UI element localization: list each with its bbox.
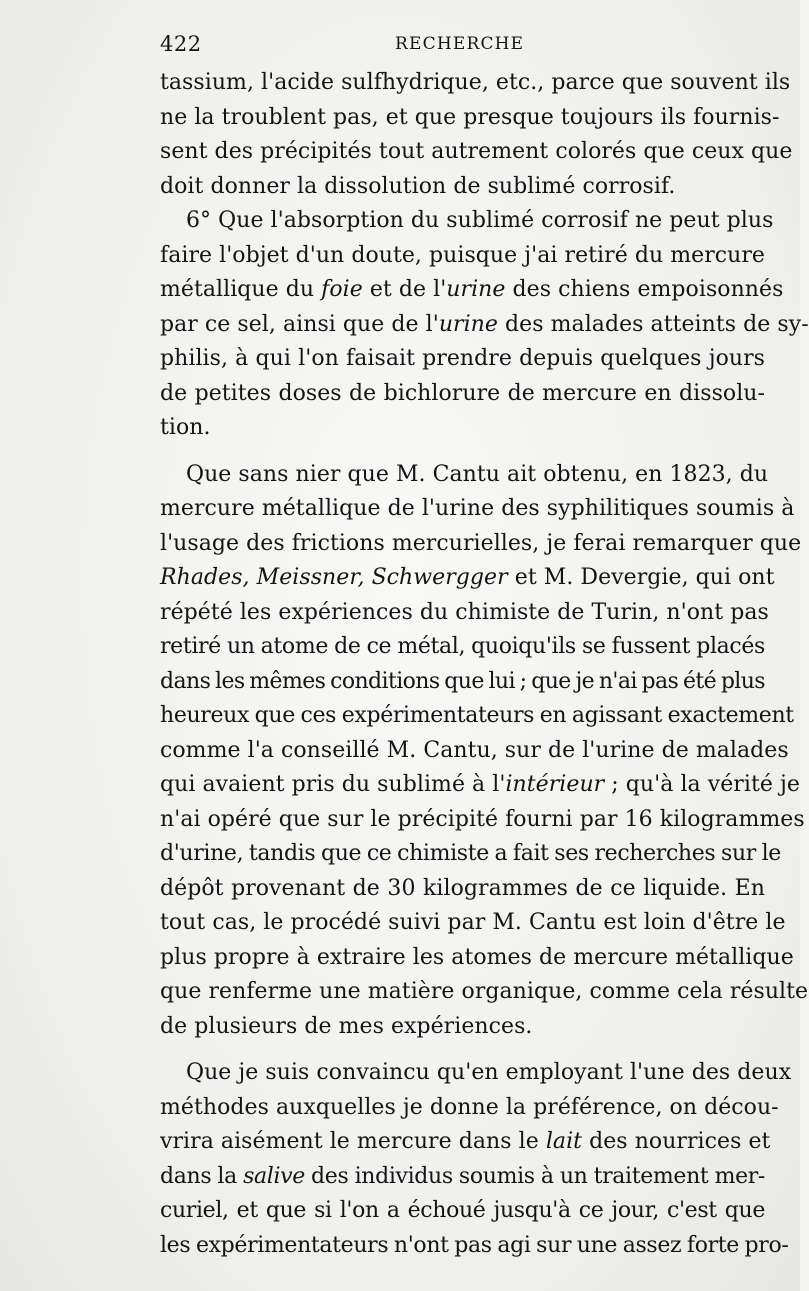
text-line — [160, 101, 780, 136]
text-segment: tassium, l'acide sulfhydrique, etc., parce que souvent ils — [160, 70, 791, 95]
text-line — [160, 308, 809, 343]
page-header — [0, 28, 800, 64]
text-segment: faire l'objet d'un doute, puisque j'ai retiré du mercure — [160, 242, 765, 268]
text-segment: des nourrices et — [582, 1129, 771, 1154]
text-line — [160, 1091, 779, 1126]
running-head: RECHERCHE — [395, 34, 525, 54]
text-segment: des malades atteints de sy- — [497, 311, 809, 337]
text-segment: philis, à qui l'on faisait prendre depuis quelques jours — [160, 346, 765, 371]
italic-text: urine — [438, 311, 498, 337]
text-line — [160, 1010, 765, 1045]
text-segment: retiré un atome de ce métal, quoiqu'ils se fussent placés — [160, 634, 765, 659]
italic-text: intérieur — [505, 772, 605, 797]
text-segment: sent des précipités tout autrement colorés que ceux que — [160, 139, 793, 164]
italic-text: urine — [446, 277, 506, 302]
page-number: 422 — [160, 32, 202, 56]
text-line — [160, 170, 765, 205]
text-segment: des chiens empoisonnés — [505, 277, 784, 302]
text-line — [160, 1194, 765, 1229]
text-line — [160, 734, 789, 769]
text-segment: par ce sel, ainsi que de l' — [160, 311, 439, 337]
text-segment: vrira aisément le mercure dans le — [160, 1129, 546, 1154]
text-segment: tout cas, le procédé suivi par M. Cantu est loin d'être le — [160, 910, 786, 935]
text-line — [160, 342, 765, 377]
text-line — [160, 411, 765, 446]
text-segment: les expérimentateurs n'ont pas agi sur une assez forte pro- — [160, 1232, 789, 1258]
text-line — [160, 239, 765, 274]
italic-text: salive — [243, 1163, 305, 1189]
text-segment: ne la troublent pas, et que presque toujours ils fournis- — [160, 104, 780, 130]
text-segment: que renferme une matière organique, comme cela résulte — [160, 979, 809, 1004]
text-line — [160, 1056, 792, 1091]
text-line — [160, 872, 765, 907]
text-line — [160, 273, 784, 308]
text-segment: des individus soumis à un traitement mer- — [304, 1163, 765, 1189]
text-line — [160, 135, 793, 170]
text-line — [160, 596, 769, 631]
text-segment: dans la — [160, 1163, 244, 1189]
text-segment: métallique du — [160, 277, 322, 302]
text-segment: curiel, et que si l'on a échoué jusqu'à ce jour, c'est que — [160, 1198, 765, 1223]
text-segment: dépôt provenant de 30 kilogrammes de ce liquide. En — [160, 875, 765, 901]
text-segment: ; qu'à la vérité je — [604, 772, 800, 797]
italic-text: lait — [545, 1129, 583, 1154]
body-text — [160, 66, 809, 1263]
text-segment: doit donner la dissolution de sublimé corrosif. — [160, 173, 676, 199]
text-line — [160, 377, 765, 412]
text-segment: et M. Devergie, qui ont — [507, 565, 775, 590]
text-segment: l'usage des frictions mercurielles, je ferai remarquer que — [160, 530, 802, 556]
text-segment: de petites doses de bichlorure de mercure en dissolu- — [160, 380, 765, 406]
text-line — [160, 66, 791, 101]
text-segment: heureux que ces expérimentateurs en agissant exactement — [160, 703, 794, 728]
text-segment: comme l'a conseillé M. Cantu, sur de l'urine de malades — [160, 737, 789, 763]
text-segment: tion. — [160, 415, 211, 440]
text-segment: et de l' — [362, 277, 447, 302]
text-line — [160, 204, 774, 239]
text-segment: 6° Que l'absorption du sublimé corrosif ne peut plus — [186, 208, 774, 233]
text-segment: répété les expériences du chimiste de Turin, n'ont pas — [160, 599, 769, 625]
text-segment: Que je suis convaincu qu'en employant l'une des deux — [186, 1060, 792, 1085]
text-segment: d'urine, tandis que ce chimiste a fait ses recherches sur le — [160, 841, 781, 866]
text-line — [160, 1160, 765, 1195]
text-segment: mercure métallique de l'urine des syphilitiques soumis à — [160, 496, 795, 521]
text-line — [160, 1125, 771, 1160]
text-line — [160, 803, 805, 838]
text-line — [160, 941, 794, 976]
text-line — [160, 527, 802, 562]
text-line — [160, 561, 775, 596]
text-line — [160, 492, 795, 527]
text-segment: qui avaient pris du sublimé à l' — [160, 772, 506, 797]
text-line — [160, 458, 769, 493]
text-line — [160, 906, 786, 941]
text-segment: n'ai opéré que sur le précipité fourni par 16 kilogrammes — [160, 806, 805, 832]
text-line — [160, 630, 765, 665]
italic-text: foie — [321, 277, 363, 302]
text-line — [160, 1229, 789, 1264]
text-line — [160, 699, 794, 734]
text-line — [160, 665, 765, 700]
text-segment: méthodes auxquelles je donne la préférence, on décou- — [160, 1094, 779, 1120]
text-segment: Que sans nier que M. Cantu ait obtenu, en 1823, du — [186, 461, 769, 487]
text-line — [160, 837, 781, 872]
text-line — [160, 768, 800, 803]
text-line — [160, 975, 809, 1010]
text-segment: dans les mêmes conditions que lui ; que je n'ai pas été plus — [160, 668, 765, 694]
text-segment: de plusieurs de mes expériences. — [160, 1013, 533, 1039]
text-segment: plus propre à extraire les atomes de mercure métallique — [160, 944, 794, 970]
italic-text: Rhades, Meissner, Schwergger — [160, 565, 508, 590]
